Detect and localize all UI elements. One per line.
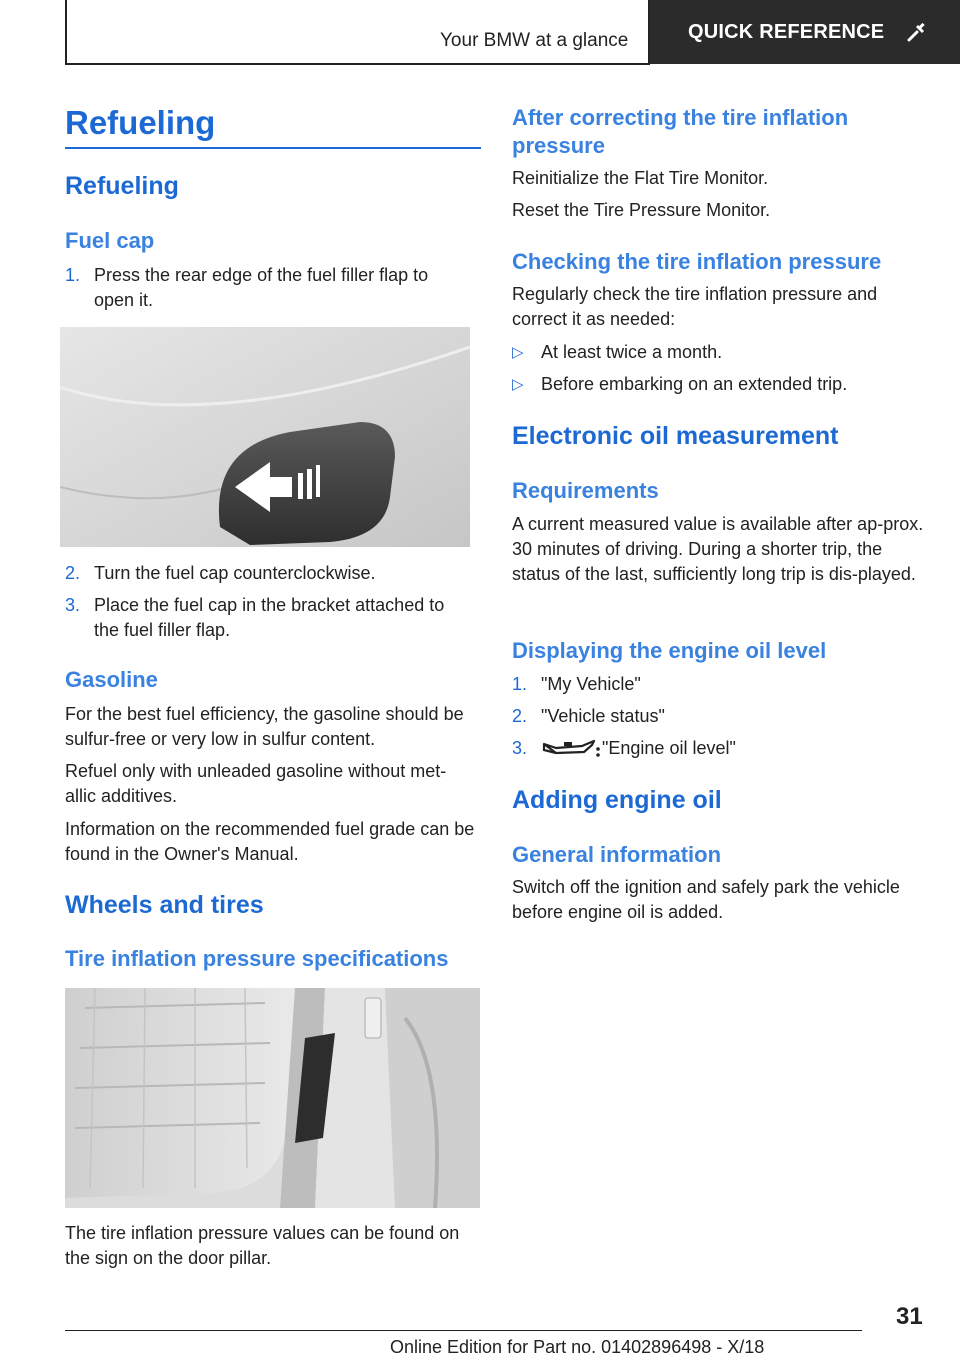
header-rule-bottom — [65, 63, 650, 65]
heading-checking-pressure: Checking the tire inflation pressure — [512, 249, 882, 274]
footer-edition: Online Edition for Part no. 01402896498 - X/18 — [390, 1337, 765, 1357]
bullet-item — [512, 372, 932, 397]
step-number: 3. — [65, 595, 81, 615]
bullet-text: Before embarking on an extended trip. — [541, 374, 848, 394]
step-number: 2. — [512, 706, 528, 726]
footer-rule — [65, 1330, 862, 1331]
chapter-rule — [65, 147, 481, 149]
checking-paragraph: Regularly check the tire inflation pressure and correct it as needed: — [512, 284, 878, 329]
display-step-1 — [512, 672, 932, 697]
after-paragraph-1: Reinitialize the Flat Tire Monitor. — [512, 168, 769, 188]
heading-after-correcting: After correcting the tire inflation pressure — [512, 105, 849, 158]
step-number: 1. — [512, 674, 528, 694]
heading-gasoline: Gasoline — [65, 667, 158, 692]
heading-wheels-and-tires: Wheels and tires — [65, 891, 264, 919]
heading-requirements: Requirements — [512, 478, 659, 503]
step-number: 1. — [65, 265, 81, 285]
step-number: 3. — [512, 738, 528, 758]
triangle-bullet-icon: ▷ — [512, 376, 524, 393]
page-number: 31 — [896, 1303, 923, 1330]
gasoline-paragraph-3: Information on the recommended fuel grade can be found in the Owner's Manual. — [65, 819, 475, 864]
step-text: Press the rear edge of the fuel filler flap to open it. — [94, 265, 429, 310]
gasoline-paragraph-1: For the best fuel efficiency, the gasoline should be sulfur-free or very low in sulfur content. — [65, 704, 464, 749]
fuel-step-1 — [65, 263, 481, 313]
heading-fuel-cap: Fuel cap — [65, 228, 155, 253]
heading-refueling: Refueling — [65, 172, 179, 200]
wrench-icon — [906, 21, 928, 43]
triangle-bullet-icon: ▷ — [512, 344, 524, 361]
heading-adding-engine-oil: Adding engine oil — [512, 786, 722, 814]
heading-general-information: General information — [512, 842, 722, 867]
door-pillar-illustration — [65, 988, 480, 1208]
bullet-text: At least twice a month. — [541, 342, 723, 362]
oil-can-icon — [542, 738, 602, 760]
step-text: "My Vehicle" — [541, 674, 641, 694]
step-number: 2. — [65, 563, 81, 583]
bullet-item — [512, 340, 932, 365]
fuel-step-3 — [65, 593, 481, 643]
heading-displaying-oil-level: Displaying the engine oil level — [512, 638, 827, 663]
heading-electronic-oil: Electronic oil measurement — [512, 422, 839, 450]
step-text: Place the fuel cap in the bracket attached to the fuel filler flap. — [94, 595, 445, 640]
step-text: Turn the fuel cap counterclockwise. — [94, 563, 376, 583]
quick-reference-tab — [650, 0, 960, 64]
header-section-title: Your BMW at a glance — [440, 30, 629, 51]
display-step-3 — [512, 736, 932, 761]
requirements-paragraph: A current measured value is available after ap‐prox. 30 minutes of driving. During a shorter trip, the status of the last, sufficiently long trip is dis‐played. — [512, 514, 924, 584]
quick-reference-label: QUICK REFERENCE — [688, 20, 885, 43]
display-step-2 — [512, 704, 932, 729]
fuel-filler-flap-illustration — [60, 327, 470, 547]
tire-caption: The tire inflation pressure values can be found on the sign on the door pillar. — [65, 1223, 460, 1268]
gasoline-paragraph-2: Refuel only with unleaded gasoline without met‐allic additives. — [65, 761, 447, 806]
chapter-title: Refueling — [65, 104, 216, 141]
header-rule-left — [65, 0, 67, 64]
fuel-step-2 — [65, 561, 481, 586]
heading-tire-pressure-specs: Tire inflation pressure specifications — [65, 946, 449, 971]
step-text: "Engine oil level" — [602, 738, 736, 758]
after-paragraph-2: Reset the Tire Pressure Monitor. — [512, 200, 771, 220]
step-text: "Vehicle status" — [541, 706, 665, 726]
general-paragraph: Switch off the ignition and safely park the vehicle before engine oil is added. — [512, 877, 900, 922]
